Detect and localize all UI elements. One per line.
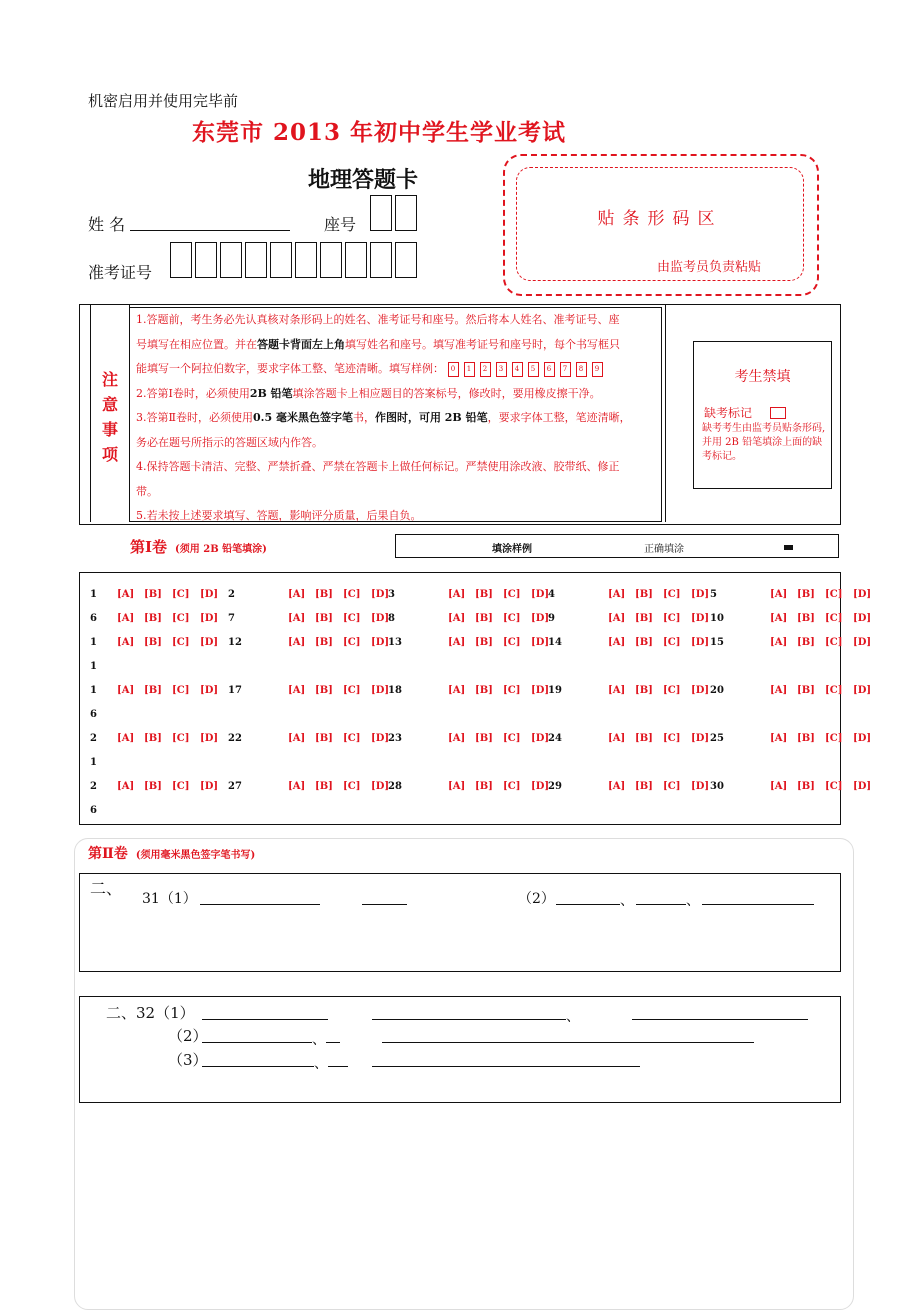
answer-option[interactable]: [A]	[608, 685, 626, 696]
absent-checkbox[interactable]	[770, 407, 786, 419]
answer-box-32[interactable]	[79, 996, 841, 1103]
question-number: 25	[710, 733, 724, 744]
question-number: 9	[548, 613, 555, 624]
answer-option[interactable]: [C]	[172, 589, 190, 600]
name-field[interactable]	[130, 212, 290, 231]
ticket-label: 准考证号	[88, 263, 153, 282]
ticket-digit-box[interactable]	[295, 242, 317, 278]
correct-fill-label: 正确填涂	[644, 544, 684, 555]
answer-option[interactable]: [B]	[144, 781, 162, 792]
answer-option[interactable]: [D]	[200, 589, 219, 600]
answer-option[interactable]: [D]	[853, 733, 872, 744]
answer-option[interactable]: [D]	[531, 589, 550, 600]
note-line: 务必在题号所指示的答题区域内作答。	[136, 435, 323, 449]
question-number: 22	[228, 733, 242, 744]
answer-option[interactable]: [D]	[371, 733, 390, 744]
answer-option[interactable]: [B]	[475, 781, 493, 792]
answer-option[interactable]: [B]	[635, 613, 653, 624]
answer-option[interactable]: [D]	[853, 613, 872, 624]
sample-digit: 7	[560, 362, 571, 377]
note-line: 4.保持答题卡清洁、完整、严禁折叠、严禁在答题卡上做任何标记。严禁使用涂改液、胶带纸、修正	[136, 460, 620, 473]
question-number: 8	[388, 613, 395, 624]
sample-digit: 2	[480, 362, 491, 377]
answer-option[interactable]: [C]	[343, 613, 361, 624]
answer-option[interactable]: [B]	[315, 613, 333, 624]
answer-option[interactable]: [D]	[371, 685, 390, 696]
answer-option[interactable]: [B]	[315, 637, 333, 648]
answer-option[interactable]: [C]	[825, 685, 843, 696]
ticket-digit-box[interactable]	[170, 242, 192, 278]
answer-option[interactable]: [B]	[315, 781, 333, 792]
notes-heading	[91, 367, 129, 467]
answer-option[interactable]: [A]	[117, 733, 135, 744]
q31-number: 31（1）	[142, 891, 197, 907]
notes-text	[129, 307, 662, 522]
separator: 、	[566, 1009, 580, 1025]
volume1-title-text: 第Ⅰ卷	[130, 538, 168, 556]
fill-sample-box	[395, 534, 839, 558]
answer-option[interactable]: [C]	[503, 637, 521, 648]
question-number: 2	[90, 733, 97, 744]
answer-option[interactable]: [B]	[475, 637, 493, 648]
answer-option[interactable]: [C]	[825, 589, 843, 600]
notes-heading-char: 事	[101, 420, 118, 439]
notes-heading-char: 注	[101, 370, 118, 389]
question-number: 6	[90, 613, 97, 624]
answer-option[interactable]: [C]	[343, 685, 361, 696]
separator: 、	[620, 893, 634, 909]
answer-option[interactable]: [D]	[691, 781, 710, 792]
answer-option[interactable]: [C]	[503, 589, 521, 600]
answer-option[interactable]: [B]	[475, 685, 493, 696]
answer-option[interactable]: [B]	[635, 733, 653, 744]
answer-option[interactable]: [A]	[770, 733, 788, 744]
q32-prefix: 二、32（1）	[106, 1004, 195, 1022]
exam-title: 东莞市 2013 年初中学生学业考试	[192, 119, 567, 146]
answer-option[interactable]: [B]	[797, 613, 815, 624]
ticket-digit-box[interactable]	[345, 242, 367, 278]
answer-option[interactable]: [A]	[288, 733, 306, 744]
answer-option[interactable]: [D]	[691, 613, 710, 624]
ticket-digit-box[interactable]	[245, 242, 267, 278]
notes-box	[79, 304, 841, 525]
answer-line[interactable]	[326, 1042, 340, 1043]
answer-option[interactable]: [B]	[797, 733, 815, 744]
answer-option[interactable]: [B]	[315, 685, 333, 696]
answer-option[interactable]: [C]	[663, 685, 681, 696]
seat-boxes[interactable]	[370, 195, 420, 235]
answer-option[interactable]: [A]	[608, 781, 626, 792]
sample-digit: 0	[448, 362, 459, 377]
sample-digit: 1	[464, 362, 475, 377]
q32-part2: （2）	[168, 1027, 208, 1045]
absent-note: 缺考考生由监考员贴条形码, 并用 2B 铅笔填涂上面的缺考标记。	[702, 423, 826, 462]
answer-option[interactable]: [A]	[448, 589, 466, 600]
correct-fill-mark	[784, 545, 793, 550]
answer-option[interactable]: [B]	[475, 589, 493, 600]
note-line: 能填写一个阿拉伯数字，要求字体工整、笔迹清晰。填写样例： 0 1 2 3 4 5 6 7 8 9	[136, 357, 661, 382]
answer-option[interactable]: [A]	[288, 613, 306, 624]
barcode-label: 贴条形码区	[597, 209, 723, 229]
sample-digits	[448, 362, 603, 377]
question-number: 23	[388, 733, 402, 744]
question-number: 1	[90, 637, 97, 648]
volume2-title	[88, 843, 255, 863]
question-number: 13	[388, 637, 402, 648]
notes-heading-char: 项	[101, 445, 118, 464]
answer-option[interactable]: [A]	[117, 637, 135, 648]
question-number: 15	[710, 637, 724, 648]
answer-option[interactable]: [B]	[144, 733, 162, 744]
answer-option[interactable]: [A]	[608, 613, 626, 624]
answer-line[interactable]	[202, 1042, 312, 1043]
question-number-wrap: 6	[90, 709, 97, 720]
answer-line[interactable]	[372, 1019, 566, 1020]
sample-digit: 3	[496, 362, 507, 377]
question-number-wrap: 1	[90, 757, 97, 768]
volume1-subtitle: (须用 2B 铅笔填涂)	[175, 544, 267, 555]
volume2-title-text: 第Ⅱ卷	[88, 846, 128, 862]
ticket-digit-box[interactable]	[220, 242, 242, 278]
ticket-boxes[interactable]	[170, 242, 420, 282]
answer-option[interactable]: [D]	[691, 685, 710, 696]
sample-digit: 6	[544, 362, 555, 377]
volume1-title	[130, 536, 267, 557]
answer-option[interactable]: [A]	[288, 589, 306, 600]
question-number: 14	[548, 637, 562, 648]
q31-part2: （2）	[518, 891, 555, 907]
answer-option[interactable]: [A]	[608, 589, 626, 600]
seat-digit-box[interactable]	[395, 195, 417, 231]
absent-label: 缺考标记	[704, 406, 753, 420]
ticket-digit-box[interactable]	[320, 242, 342, 278]
answer-option[interactable]: [B]	[315, 589, 333, 600]
answer-option[interactable]: [A]	[288, 781, 306, 792]
answer-option[interactable]: [D]	[853, 589, 872, 600]
answer-option[interactable]: [C]	[503, 733, 521, 744]
answer-option[interactable]: [B]	[797, 637, 815, 648]
forbidden-title: 考生禁填	[734, 369, 791, 385]
answer-option[interactable]: [A]	[288, 637, 306, 648]
answer-option[interactable]: [C]	[172, 613, 190, 624]
answer-option[interactable]: [C]	[825, 613, 843, 624]
note-line: 带。	[136, 484, 158, 498]
answer-option[interactable]: [A]	[770, 781, 788, 792]
answer-option[interactable]: [A]	[770, 637, 788, 648]
barcode-inner-frame	[516, 167, 804, 281]
answer-sheet-title: 地理答题卡	[308, 167, 419, 193]
question-number-wrap: 6	[90, 805, 97, 816]
answer-option[interactable]: [B]	[475, 613, 493, 624]
answer-option[interactable]: [A]	[770, 613, 788, 624]
answer-option[interactable]: [D]	[531, 613, 550, 624]
answer-option[interactable]: [A]	[770, 685, 788, 696]
q32-part3: （3）	[168, 1051, 208, 1069]
answer-line[interactable]	[362, 904, 407, 905]
sample-digit: 5	[528, 362, 539, 377]
answer-option[interactable]: [D]	[200, 781, 219, 792]
answer-option[interactable]: [B]	[315, 733, 333, 744]
answer-option[interactable]: [A]	[117, 685, 135, 696]
answer-line[interactable]	[702, 904, 814, 905]
seat-digit-box[interactable]	[370, 195, 392, 231]
answer-option[interactable]: [D]	[371, 613, 390, 624]
q31-section: 二、	[90, 879, 123, 898]
barcode-area	[503, 154, 819, 296]
answer-line[interactable]	[200, 904, 320, 905]
barcode-note: 由监考员负责粘贴	[657, 260, 762, 275]
answer-option[interactable]: [A]	[448, 613, 466, 624]
notes-divider	[665, 305, 666, 522]
answer-option[interactable]: [B]	[797, 781, 815, 792]
answer-option[interactable]: [A]	[608, 637, 626, 648]
notes-heading-char: 意	[101, 395, 118, 414]
answer-option[interactable]: [B]	[144, 589, 162, 600]
ticket-digit-box[interactable]	[195, 242, 217, 278]
question-number: 18	[388, 685, 402, 696]
answer-option[interactable]: [B]	[144, 685, 162, 696]
answer-option[interactable]: [D]	[371, 589, 390, 600]
name-label: 姓 名	[88, 215, 126, 234]
answer-option[interactable]: [B]	[797, 589, 815, 600]
answer-option[interactable]: [A]	[770, 589, 788, 600]
answer-option[interactable]: [D]	[691, 589, 710, 600]
answer-option[interactable]: [D]	[531, 733, 550, 744]
answer-option[interactable]: [B]	[144, 637, 162, 648]
answer-option[interactable]: [C]	[503, 685, 521, 696]
note-line: 1.答题前，考生务必先认真核对条形码上的姓名、准考证号和座号。然后将本人姓名、准考证号、座	[136, 313, 620, 326]
answer-option[interactable]: [D]	[531, 685, 550, 696]
question-number: 4	[548, 589, 555, 600]
answer-line[interactable]	[556, 904, 620, 905]
question-number-wrap: 1	[90, 661, 97, 672]
note-line: 2.答第Ⅰ卷时，必须使用2B 铅笔填涂答题卡上相应题目的答案标号，修改时，要用橡皮擦干净。	[136, 386, 601, 400]
answer-option[interactable]: [A]	[448, 733, 466, 744]
answer-line[interactable]	[372, 1066, 640, 1067]
answer-option[interactable]: [C]	[663, 733, 681, 744]
answer-option[interactable]: [A]	[448, 637, 466, 648]
answer-option[interactable]: [C]	[172, 685, 190, 696]
answer-option[interactable]: [C]	[172, 733, 190, 744]
answer-option[interactable]: [C]	[825, 637, 843, 648]
answer-option[interactable]: [B]	[635, 781, 653, 792]
answer-option[interactable]: [D]	[371, 781, 390, 792]
fill-sample-label: 填涂样例	[492, 544, 532, 555]
answer-option[interactable]: [D]	[691, 733, 710, 744]
answer-option[interactable]: [D]	[853, 685, 872, 696]
question-number: 10	[710, 613, 724, 624]
answer-line[interactable]	[382, 1042, 754, 1043]
answer-option[interactable]: [A]	[448, 685, 466, 696]
answer-option[interactable]: [C]	[172, 781, 190, 792]
question-number: 27	[228, 781, 242, 792]
answer-option[interactable]: [D]	[200, 685, 219, 696]
question-number: 28	[388, 781, 402, 792]
seat-label: 座号	[324, 215, 357, 234]
answer-option[interactable]: [C]	[172, 637, 190, 648]
question-number: 19	[548, 685, 562, 696]
question-number: 7	[228, 613, 235, 624]
question-number: 24	[548, 733, 562, 744]
answer-line[interactable]	[636, 904, 686, 905]
answer-option[interactable]: [C]	[663, 637, 681, 648]
answer-option[interactable]: [C]	[343, 733, 361, 744]
answer-option[interactable]: [C]	[825, 781, 843, 792]
answer-option[interactable]: [D]	[531, 637, 550, 648]
answer-option[interactable]: [C]	[503, 613, 521, 624]
answer-box-31[interactable]	[79, 873, 841, 972]
answer-option[interactable]: [B]	[475, 733, 493, 744]
answer-option[interactable]: [D]	[200, 637, 219, 648]
separator: 、	[686, 893, 700, 909]
answer-option[interactable]: [C]	[663, 589, 681, 600]
choice-grid	[79, 572, 872, 825]
question-number: 29	[548, 781, 562, 792]
question-number: 2	[90, 781, 97, 792]
answer-option[interactable]: [C]	[663, 781, 681, 792]
notes-heading-column	[90, 305, 130, 522]
answer-line[interactable]	[202, 1066, 314, 1067]
answer-option[interactable]: [A]	[117, 613, 135, 624]
answer-option[interactable]: [B]	[635, 637, 653, 648]
answer-option[interactable]: [B]	[635, 589, 653, 600]
answer-line[interactable]	[202, 1019, 328, 1020]
answer-option[interactable]: [D]	[200, 613, 219, 624]
answer-option[interactable]: [D]	[691, 637, 710, 648]
answer-option[interactable]: [D]	[531, 781, 550, 792]
answer-option[interactable]: [A]	[117, 781, 135, 792]
question-number: 2	[228, 589, 235, 600]
answer-option[interactable]: [B]	[635, 685, 653, 696]
answer-option[interactable]: [A]	[608, 733, 626, 744]
question-number: 17	[228, 685, 242, 696]
answer-option[interactable]: [C]	[343, 781, 361, 792]
sample-digit: 9	[592, 362, 603, 377]
separator: 、	[314, 1056, 328, 1072]
ticket-digit-box[interactable]	[270, 242, 292, 278]
answer-option[interactable]: [D]	[853, 781, 872, 792]
answer-option[interactable]: [C]	[663, 613, 681, 624]
question-number: 1	[90, 685, 97, 696]
answer-option[interactable]: [C]	[343, 637, 361, 648]
question-number: 3	[388, 589, 395, 600]
ticket-digit-box[interactable]	[370, 242, 392, 278]
answer-option[interactable]: [A]	[288, 685, 306, 696]
forbidden-box	[693, 341, 832, 489]
answer-option[interactable]: [C]	[825, 733, 843, 744]
answer-line[interactable]	[632, 1019, 808, 1020]
question-number: 30	[710, 781, 724, 792]
question-number: 1	[90, 589, 97, 600]
answer-option[interactable]: [A]	[448, 781, 466, 792]
note-line: 3.答第Ⅱ卷时，必须使用0.5 毫米黑色签字笔书，作图时，可用 2B 铅笔，要求字体工整，笔迹清晰，	[136, 411, 631, 424]
question-number: 12	[228, 637, 242, 648]
separator: 、	[312, 1032, 326, 1048]
answer-option[interactable]: [D]	[200, 733, 219, 744]
answer-option[interactable]: [C]	[503, 781, 521, 792]
note-line: 5.若未按上述要求填写、答题，影响评分质量，后果自负。	[136, 509, 422, 522]
answer-option[interactable]: [D]	[371, 637, 390, 648]
ticket-digit-box[interactable]	[395, 242, 417, 278]
answer-option[interactable]: [C]	[343, 589, 361, 600]
question-number: 20	[710, 685, 724, 696]
answer-option[interactable]: [D]	[853, 637, 872, 648]
answer-option[interactable]: [A]	[117, 589, 135, 600]
volume2-subtitle: (须用毫米黑色签字笔书写)	[135, 850, 256, 861]
confidential-note: 机密启用并使用完毕前	[88, 92, 239, 110]
answer-option[interactable]: [B]	[797, 685, 815, 696]
sample-digit: 8	[576, 362, 587, 377]
note-line: 号填写在相应位置。并在答题卡背面左上角填写姓名和座号。填写准考证号和座号时，每个书写框只	[136, 337, 620, 351]
question-number: 5	[710, 589, 717, 600]
sample-digit: 4	[512, 362, 523, 377]
answer-option[interactable]: [B]	[144, 613, 162, 624]
answer-line[interactable]	[328, 1066, 348, 1067]
